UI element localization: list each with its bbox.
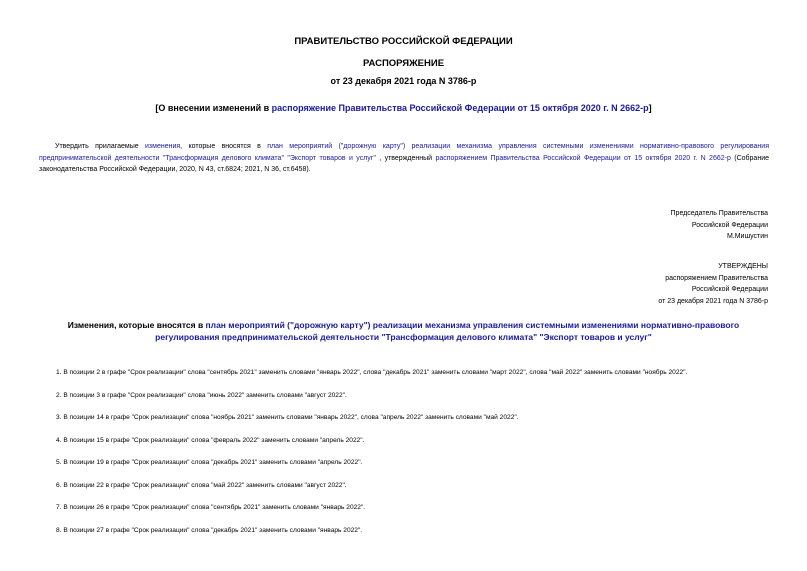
main-paragraph	[39, 141, 769, 176]
order-link[interactable]: распоряжением Правительства Российской Федерации от 15 октября 2020 г. N 2662-р	[435, 154, 731, 162]
changes-list	[56, 368, 776, 548]
subject-prefix: [О внесении изменений в	[155, 103, 272, 113]
signature-line-3: М.Мишустин	[726, 233, 768, 240]
section-title-link[interactable]: план мероприятий ("дорожную карту") реализации механизма управления системными изменениями нормативно-правового регулирования предпринимательской деятельности "Трансформация делового климата" "Экспорт товаров и услуг"	[155, 320, 740, 342]
subject-link[interactable]: распоряжение Правительства Российской Федерации от 15 октября 2020 г. N 2662-р	[271, 103, 649, 113]
list-item: 5. В позиции 19 в графе "Срок реализации" слова "декабрь 2021" заменить словами "апрель 2022".	[56, 459, 363, 466]
doc-subject	[0, 103, 807, 113]
para-text-1: Утвердить прилагаемые	[55, 143, 146, 150]
list-item: 3. В позиции 14 в графе "Срок реализации" слова "ноябрь 2021" заменить словами "январь 2022", слова "апрель 2022" заменить словами "май 2022".	[56, 414, 519, 421]
list-item: 7. В позиции 26 в графе "Срок реализации" слова "сентябрь 2021" заменить словами "январь 2022".	[56, 504, 366, 511]
subject-suffix: ]	[648, 103, 652, 113]
signature-block	[671, 208, 768, 243]
list-item: 1. В позиции 2 в графе "Срок реализации" слова "сентябрь 2021" заменить словами "январь 2022", слова "декабрь 2021" заменить словами "март 2022", слова "май 2022" заменить словами "ноябрь 2022".	[56, 369, 688, 376]
section-title-prefix: Изменения, которые вносятся в	[67, 320, 206, 330]
list-item: 8. В позиции 27 в графе "Срок реализации" слова "декабрь 2021" заменить словами "январь 2022".	[56, 526, 363, 534]
org-heading: ПРАВИТЕЛЬСТВО РОССИЙСКОЙ ФЕДЕРАЦИИ	[294, 36, 513, 47]
list-item: 4. В позиции 15 в графе "Срок реализации" слова "февраль 2022" заменить словами "апрель 2022".	[56, 436, 365, 444]
signature-line-1: Председатель Правительства	[670, 210, 768, 217]
para-text-4: (Собрание законодательства Российской Федерации, 2020, N 43, ст.6824; 2021, N 36, ст.6458).	[39, 154, 769, 173]
list-item: 6. В позиции 22 в графе "Срок реализации" слова "май 2022" заменить словами "август 2022".	[56, 481, 347, 489]
signature-line-2: Российской Федерации	[691, 221, 768, 229]
list-item: 2. В позиции 3 в графе "Срок реализации" слова "июнь 2022" заменить словами "август 2022".	[56, 391, 347, 399]
para-text-2: , которые вносятся в	[180, 143, 268, 150]
doc-date-number: от 23 декабря 2021 года N 3786-р	[330, 76, 477, 86]
para-text-3: , утвержденный	[375, 154, 436, 162]
approval-line-2: распоряжением Правительства	[665, 274, 768, 282]
section-title	[50, 319, 757, 343]
changes-link[interactable]: изменения	[145, 143, 181, 150]
approval-line-4: от 23 декабря 2021 года N 3786-р	[658, 297, 768, 305]
approval-block	[658, 261, 768, 307]
doc-type-heading: РАСПОРЯЖЕНИЕ	[362, 58, 445, 69]
approval-line-1: УТВЕРЖДЕНЫ	[718, 263, 768, 270]
roadmap-link[interactable]: план мероприятий ("дорожную карту") реализации механизма управления системными изменениями нормативно-правового регулирования предпринимательской деятельности "Трансформация делового климата" "Экспорт товаров и услуг"	[39, 143, 769, 162]
approval-line-3: Российской Федерации	[691, 286, 768, 293]
